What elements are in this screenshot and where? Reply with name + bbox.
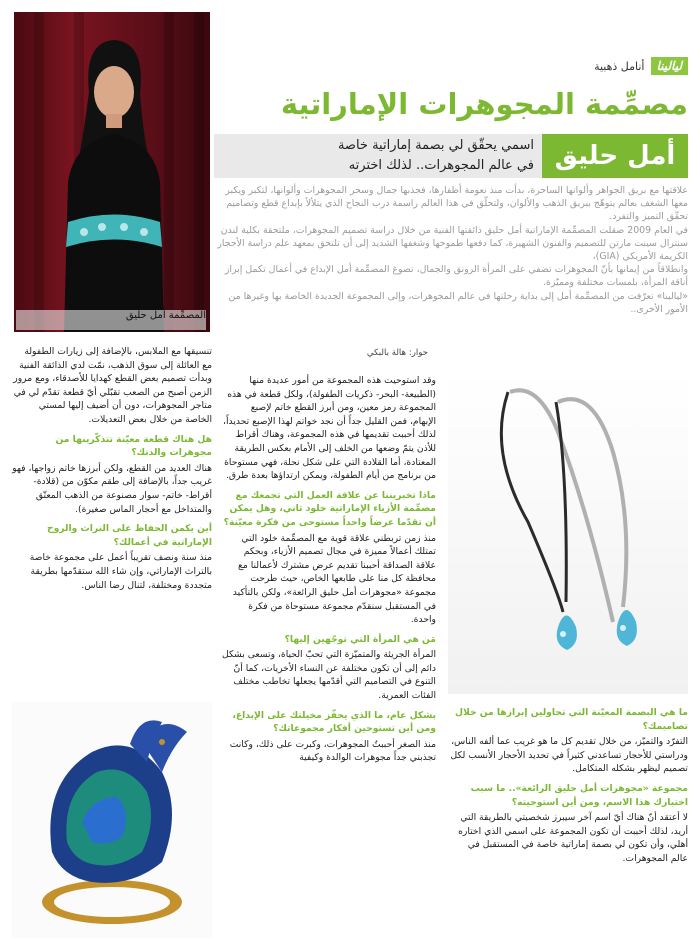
magazine-logo: ليالينا bbox=[651, 57, 689, 75]
left-text-column bbox=[12, 345, 212, 592]
ring-photo bbox=[12, 702, 212, 938]
interview-question: مَن هي المرأة التي توجّهين إليها؟ bbox=[284, 633, 436, 645]
section-header bbox=[594, 56, 688, 76]
interview-question: بشكل عام، ما الذي يحفّز مخيلتك على الإبداع، ومن أين تستوحين أفكار مجموعاتك؟ bbox=[232, 709, 436, 735]
article-intro bbox=[214, 184, 688, 316]
interview-answer: التفرّد والتميّز، من خلال تقديم كل ما هو غريب عما ألفه الناس، ودراستي للأحجار تساعدني كثيراً في تحديد الأحجار الأنسب لكل تصميم ليظهر بشكله المتكامل. bbox=[450, 736, 688, 775]
intro-paragraph: «ليالينا» تعرّفت من المصمِّمة أمل إلى بداية رحلتها في عالم المجوهرات، وإلى المجموعة الجديدة الخاصة بها وغيرها من الأمور الأخرى.. bbox=[228, 290, 688, 315]
portrait-caption: المصمِّمة أمل حليق bbox=[16, 310, 206, 330]
interview-answer: منذ الصغر أحببتُ المجوهرات، وكبرت على ذلك، وكانت تجذبني جداً مجوهرات الوالدة وكيفية bbox=[229, 738, 436, 764]
intro-paragraph: علاقتها مع بريق الجواهر وألوانها الساحرة، بدأت منذ نعومة أظفارها، فجذبها جمال وسحر المجوهرات وألوانها، لتكبر ويكبر معها الشغف بعالم يتوهّج ببريق الذهب والألوان، ولتحلّق في هذا العالم راسمة درب النجاح الذي يتلألأ بإبداع قطع وتصاميم تحقّق التميز والتفرد. bbox=[225, 185, 688, 223]
intro-paragraph: في العام 2009 صقلت المصمِّمة الإماراتية أمل حليق ذائقتها الفنية من خلال دراسة تصميم المجوهرات، ملتحقة بكلية لندن سنترال سينت مارتن للتصميم والفنون الشهيرة، كما دفعها طموحها وشغفها الشديد إلى أن تلتحق بمعهد علم دراسة الأحجار الكريمة الأمريكي (GIA)، bbox=[217, 224, 688, 263]
designer-portrait-photo bbox=[14, 12, 210, 332]
designer-name: أمل حليق bbox=[542, 134, 688, 178]
interview-answer: منذ سنة ونصف تقريباً أعمل على مجموعة خاصة بالتراث الإماراتي، وإن شاء الله ستقدّمها بطريقة متجددة ومختلفة، لتنال رضا الناس. bbox=[29, 552, 212, 591]
earrings-photo bbox=[448, 372, 688, 694]
body-paragraph: وقد استوحيت هذه المجموعة من أمور عديدة منها (الطبيعة- البحر- ذكريات الطفولة)، ولكل قطعة في هذه المجموعة رمز معين، ومن أبرز القطع خاتم لإصبع الإبهام، فمن القليل جداً أن نجد خواتم لهذا الإصبع تحديداً، لذلك أحببت تقديمها في هذه المجموعة، وهناك أقراط للأذن يتمّ وضعها من الخلف إلى الأمام بعكس الطريقة المعتادة، أما القلادة التي على شكل نحلة، فهي مستوحاة من برنامج من أيام الطفولة، ويمكن ارتداؤها بعدة طرق. bbox=[223, 375, 436, 482]
interview-answer: لا أعتقد أنّ هناك أيّ اسم آخر سيبرز شخصيتي بالطريقة التي أريد، لذلك أحببت أن تكون المجموعة على اسمي الذي اختاره أهلي، وأن تكون لي بصمة إماراتية خاصة في المستقبل في عالم المجوهرات. bbox=[458, 812, 688, 864]
interview-question: ما هي البصمة المعيّنة التي تحاولين إبرازها من خلال تصاميمك؟ bbox=[455, 707, 688, 732]
interview-question: أين يكمن الحفاظ على التراث والروح الإماراتية في أعمالك؟ bbox=[46, 523, 212, 548]
subtitle-line-1: اسمي يحقّق لي بصمة إماراتية خاصة bbox=[337, 138, 534, 153]
interview-question: هل هناك قطعة معيّنة تتذكّرينها من مجوهرات والدتك؟ bbox=[55, 433, 212, 459]
earrings-illustration bbox=[448, 372, 688, 694]
section-name: أنامل ذهبية bbox=[594, 59, 645, 73]
article-subtitle bbox=[234, 136, 534, 176]
body-paragraph: تنسيقها مع الملابس، بالإضافة إلى زيارات الطفولة مع العائلة إلى سوق الذهب، نمّت لدي الذائقة الفنية وبدأت تصميم بعض القطع كهدايا للأصدقاء، ومع مرور الزمن أصبح من الصعب تقبّلي أيّ قطعة تقدّم لي في متاجر المجوهرات، دون أن أضيف إليها لمستي الخاصة من خلال بعض التعديلات. bbox=[13, 346, 212, 425]
interview-answer: هناك العديد من القطع، ولكن أبرزها خاتم زواجها، فهو غريب جداً، بالإضافة إلى طقم مكوّن من (قلادة- أقراط- خاتم- سوار مصنوعة من الذهب المعتّق والمتداخل مع أحجار الماس صغيرة). bbox=[12, 462, 212, 515]
intro-paragraph: وانطلاقاً من إيمانها بأنّ المجوهرات تضفي على المرأة الرونق والجمال، تصوغ المصمِّمة أمل الإبداع في أعمال تكمل إبراز أناقة المرأة، بلمسات مختلفة ومميّزة. bbox=[224, 264, 688, 289]
middle-text-column bbox=[222, 374, 436, 765]
interview-answer: منذ زمن تربطني علاقة قوية مع المصمِّمة خلود التي تمتلك أعمالاً مميزة في مجال تصميم الأزياء، وبحكم علاقة الصداقة أحببنا تقديم عرض مشترك لأعمالنا مع محافظة كل منا على طابعها الخاص، حيث طرحت مجموعة «مجوهرات أمل حليق الرائعة»، ولكن بالتأكيد في المستقبل سنقدّم مجموعة مستوحاة من فكرة واحدة. bbox=[232, 532, 436, 626]
woman-figure-illustration bbox=[54, 32, 174, 332]
interview-question: ماذا تخبريننا عن علاقة العمل التي تجمعك مع مصمِّمة الأزياء الإماراتية خلود ثاني، وهل يمكن أن تقدّما عرضاً واحداً مستوحى من فكرة معيّنة؟ bbox=[223, 489, 436, 528]
interview-answer: المرأة الجريئة والمتميّزة التي تحبّ الحياة، وتسعى بشكل دائم إلى أن تكون مختلفة عن النساء الأخريات، كما أنّ التنوع في التصاميم التي أقدّمها يجعلها تخاطب مختلف الفئات العمرية. bbox=[222, 649, 436, 702]
interview-question: مجموعة «مجوهرات أمل حليق الرائعة».. ما سبب اختيارك هذا الاسم، ومن أين استوحيته؟ bbox=[470, 782, 688, 808]
article-title: مصمِّمة المجوهرات الإماراتية bbox=[280, 87, 688, 121]
interview-credit: حوار: هالة بالبكي bbox=[366, 348, 428, 358]
ring-illustration bbox=[12, 702, 212, 938]
subtitle-line-2: في عالم المجوهرات.. لذلك اخترته bbox=[348, 158, 534, 173]
right-text-column bbox=[448, 700, 688, 866]
